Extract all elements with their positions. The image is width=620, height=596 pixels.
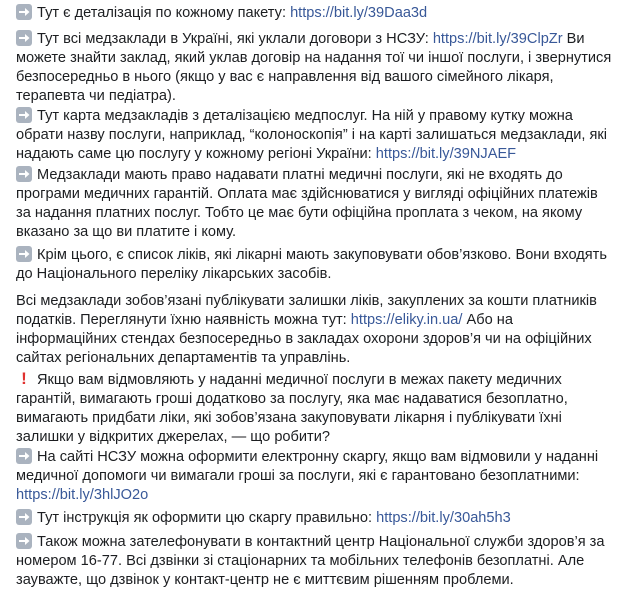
packages-link[interactable]: https://bit.ly/39Daa3d [290,5,428,21]
eliky-link[interactable]: https://eliky.in.ua/ [350,312,463,328]
right-arrow-box-icon [16,246,32,262]
paragraph-map: Тут карта медзакладів з деталізацією медпослуг. На ній у правому кутку можна обрати назву послуги, наприклад, “колоноскопія” і на карті залишаться медзаклади, які надають саме цю послугу у кожному регіоні України: https://bit.ly/39NJAEF [16,108,608,162]
map-link[interactable]: https://bit.ly/39NJAEF [375,146,517,162]
right-arrow-box-icon [16,107,32,123]
instruction-link[interactable]: https://bit.ly/30ah5h3 [376,510,511,526]
paragraph-paid-services: Медзаклади мають право надавати платні медичні послуги, які не входять до програми медичних гарантій. Оплата має здійснюватися у вигляді офіційних платежів за надання платних послуг. Тобто це має бути офіційна проплата з чеком, на якому вказано за що ви платите і кому. [16,167,598,240]
exclamation-icon: ! [21,369,27,388]
facilities-link[interactable]: https://bit.ly/39ClpZr [432,31,563,47]
right-arrow-box-icon [16,509,32,525]
right-arrow-box-icon [16,4,32,20]
paragraph-drug-list: Крім цього, є список ліків, які лікарні мають закуповувати обов’язково. Вони входять до Національного переліку лікарських засобів. [16,247,607,282]
right-arrow-box-icon [16,533,32,549]
paragraph-packages: Тут є деталізація по кожному пакету: https://bit.ly/39Daa3d [16,4,614,23]
right-arrow-box-icon [16,448,32,464]
paragraph-refusal-question: ! Якщо вам відмовляють у наданні медичної послуги в межах пакету медичних гарантій, вимагають гроші додатково за послугу, яка має надаватися безоплатно, вимагають придбати ліки, які зобов’язана закуповувати лікарня і публікувати їхні залишки у відкритих джерелах, — що робити? [16,369,568,445]
paragraph-drug-stock: Всі медзаклади зобов’язані публікувати залишки ліків, закуплених за кошти платників податків. Переглянути їхню наявність можна тут: https://eliky.in.ua/ Або на інформаційних стендах безпосередньо в закладах охорони здоров’я чи на офіційних сайтах регіональних департаментів та управлінь. [16,293,597,366]
paragraph-facilities: Тут всі медзаклади в Україні, які уклали договори з НСЗУ: https://bit.ly/39ClpZr Ви можете знайти заклад, який уклав договір на надання тої чи іншої послуги, і звернутися безпосередньо в нього (якщо у вас є направлення від вашого сімейного лікаря, терапевта чи педіатра). [16,31,612,104]
paragraph-contact-center: Також можна зателефонувати в контактний центр Національної служби здоров’я за номером 16-77. Всі дзвінки зі стаціонарних та мобільних телефонів безоплатні. Але зауважте, що дзвінок у контакт-центр не є миттєвим рішенням проблеми. [16,534,605,588]
complaint-link[interactable]: https://bit.ly/3hlJO2o [16,487,149,503]
right-arrow-box-icon [16,30,32,46]
right-arrow-box-icon [16,166,32,182]
paragraph-complaint: На сайті НСЗУ можна оформити електронну скаргу, якщо вам відмовили у наданні медичної допомоги чи вимагали гроші за послуги, які є гарантовано безоплатними: https://bit.ly/3hlJO2o [16,449,599,503]
paragraph-instruction: Тут інструкція як оформити цю скаргу правильно: https://bit.ly/30ah5h3 [16,509,614,528]
